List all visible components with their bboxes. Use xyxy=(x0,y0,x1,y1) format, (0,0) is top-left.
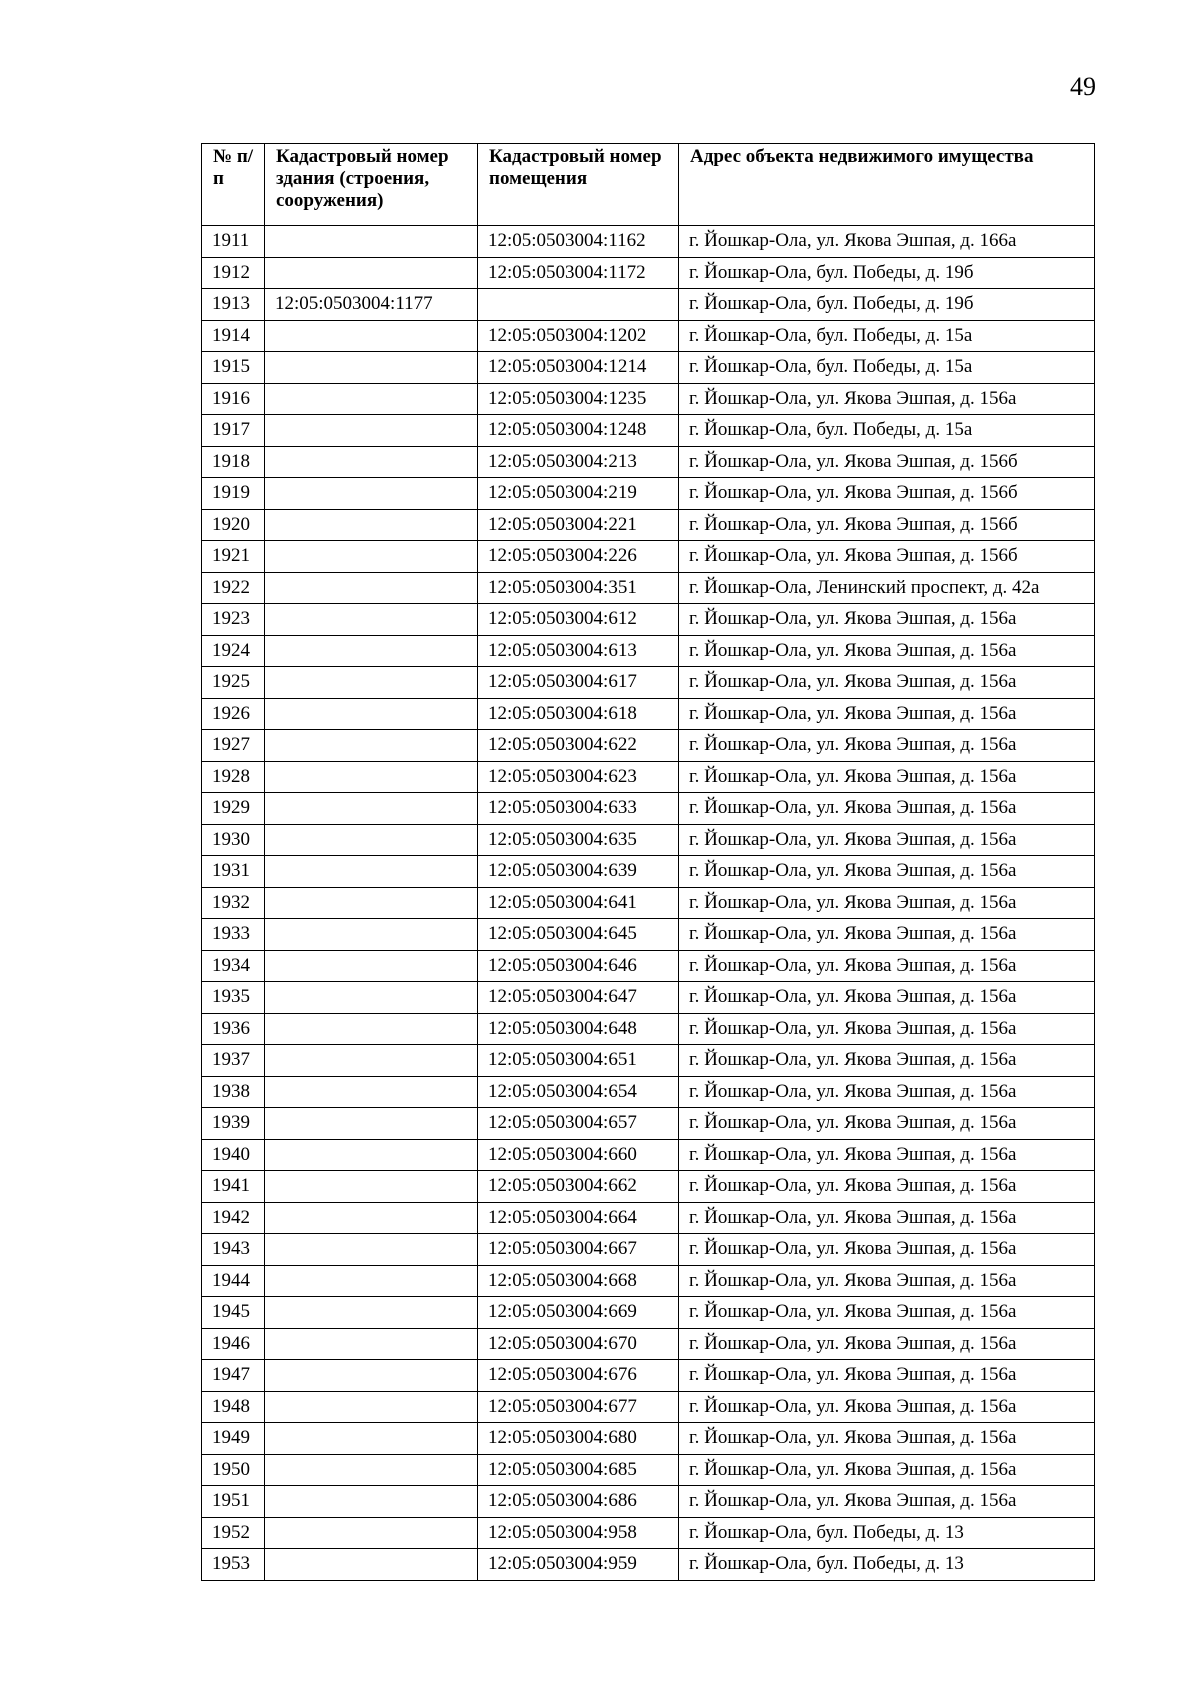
premises-cadastral-cell: 12:05:0503004:639 xyxy=(478,856,679,888)
premises-cadastral-cell: 12:05:0503004:226 xyxy=(478,541,679,573)
row-number-cell: 1938 xyxy=(202,1076,265,1108)
premises-cadastral-cell: 12:05:0503004:646 xyxy=(478,950,679,982)
table-body xyxy=(202,226,1095,1581)
table-row xyxy=(202,1171,1095,1203)
premises-cadastral-cell: 12:05:0503004:668 xyxy=(478,1265,679,1297)
address-cell: г. Йошкар-Ола, бул. Победы, д. 15а xyxy=(679,352,1095,384)
address-cell: г. Йошкар-Ола, бул. Победы, д. 13 xyxy=(679,1517,1095,1549)
table-row xyxy=(202,352,1095,384)
row-number-cell: 1952 xyxy=(202,1517,265,1549)
building-cadastral-cell xyxy=(265,824,478,856)
row-number-cell: 1920 xyxy=(202,509,265,541)
premises-cadastral-cell: 12:05:0503004:641 xyxy=(478,887,679,919)
header-premises-cadastral-number: Кадастровый номер помещения xyxy=(478,144,679,226)
premises-cadastral-cell: 12:05:0503004:654 xyxy=(478,1076,679,1108)
building-cadastral-cell xyxy=(265,257,478,289)
building-cadastral-cell xyxy=(265,1171,478,1203)
address-cell: г. Йошкар-Ола, ул. Якова Эшпая, д. 156а xyxy=(679,604,1095,636)
building-cadastral-cell xyxy=(265,1549,478,1581)
building-cadastral-cell xyxy=(265,919,478,951)
row-number-cell: 1918 xyxy=(202,446,265,478)
header-row xyxy=(202,144,1095,226)
address-cell: г. Йошкар-Ола, ул. Якова Эшпая, д. 156а xyxy=(679,793,1095,825)
table-row xyxy=(202,1265,1095,1297)
address-cell: г. Йошкар-Ола, ул. Якова Эшпая, д. 156а xyxy=(679,856,1095,888)
table-row xyxy=(202,793,1095,825)
table-row xyxy=(202,982,1095,1014)
address-cell: г. Йошкар-Ола, бул. Победы, д. 13 xyxy=(679,1549,1095,1581)
header-property-address: Адрес объекта недвижимого имущества xyxy=(679,144,1095,226)
building-cadastral-cell xyxy=(265,541,478,573)
table-row xyxy=(202,604,1095,636)
premises-cadastral-cell: 12:05:0503004:670 xyxy=(478,1328,679,1360)
table-row xyxy=(202,478,1095,510)
table-row xyxy=(202,509,1095,541)
premises-cadastral-cell: 12:05:0503004:680 xyxy=(478,1423,679,1455)
building-cadastral-cell xyxy=(265,1517,478,1549)
address-cell: г. Йошкар-Ола, ул. Якова Эшпая, д. 156а xyxy=(679,667,1095,699)
address-cell: г. Йошкар-Ола, ул. Якова Эшпая, д. 156а xyxy=(679,1297,1095,1329)
premises-cadastral-cell: 12:05:0503004:1162 xyxy=(478,226,679,258)
premises-cadastral-cell: 12:05:0503004:221 xyxy=(478,509,679,541)
table-row xyxy=(202,1423,1095,1455)
table-row xyxy=(202,887,1095,919)
table-row xyxy=(202,289,1095,321)
building-cadastral-cell xyxy=(265,667,478,699)
address-cell: г. Йошкар-Ола, ул. Якова Эшпая, д. 156б xyxy=(679,509,1095,541)
table-row xyxy=(202,1328,1095,1360)
table-header xyxy=(202,144,1095,226)
address-cell: г. Йошкар-Ола, ул. Якова Эшпая, д. 156а xyxy=(679,1234,1095,1266)
table-row xyxy=(202,572,1095,604)
row-number-cell: 1934 xyxy=(202,950,265,982)
row-number-cell: 1940 xyxy=(202,1139,265,1171)
premises-cadastral-cell: 12:05:0503004:958 xyxy=(478,1517,679,1549)
building-cadastral-cell xyxy=(265,1360,478,1392)
address-cell: г. Йошкар-Ола, ул. Якова Эшпая, д. 156а xyxy=(679,1486,1095,1518)
premises-cadastral-cell: 12:05:0503004:1202 xyxy=(478,320,679,352)
address-cell: г. Йошкар-Ола, ул. Якова Эшпая, д. 156б xyxy=(679,478,1095,510)
row-number-cell: 1945 xyxy=(202,1297,265,1329)
building-cadastral-cell xyxy=(265,1045,478,1077)
premises-cadastral-cell: 12:05:0503004:662 xyxy=(478,1171,679,1203)
building-cadastral-cell xyxy=(265,1486,478,1518)
address-cell: г. Йошкар-Ола, ул. Якова Эшпая, д. 156б xyxy=(679,541,1095,573)
address-cell: г. Йошкар-Ола, Ленинский проспект, д. 42а xyxy=(679,572,1095,604)
building-cadastral-cell xyxy=(265,509,478,541)
premises-cadastral-cell: 12:05:0503004:633 xyxy=(478,793,679,825)
premises-cadastral-cell: 12:05:0503004:676 xyxy=(478,1360,679,1392)
premises-cadastral-cell: 12:05:0503004:686 xyxy=(478,1486,679,1518)
building-cadastral-cell xyxy=(265,1265,478,1297)
premises-cadastral-cell: 12:05:0503004:669 xyxy=(478,1297,679,1329)
premises-cadastral-cell: 12:05:0503004:1248 xyxy=(478,415,679,447)
address-cell: г. Йошкар-Ола, ул. Якова Эшпая, д. 156а xyxy=(679,1360,1095,1392)
row-number-cell: 1932 xyxy=(202,887,265,919)
building-cadastral-cell xyxy=(265,982,478,1014)
building-cadastral-cell xyxy=(265,730,478,762)
address-cell: г. Йошкар-Ола, ул. Якова Эшпая, д. 156а xyxy=(679,730,1095,762)
table-row xyxy=(202,1013,1095,1045)
premises-cadastral-cell: 12:05:0503004:664 xyxy=(478,1202,679,1234)
row-number-cell: 1915 xyxy=(202,352,265,384)
table-row xyxy=(202,1108,1095,1140)
premises-cadastral-cell: 12:05:0503004:617 xyxy=(478,667,679,699)
table-row xyxy=(202,415,1095,447)
row-number-cell: 1927 xyxy=(202,730,265,762)
building-cadastral-cell xyxy=(265,1328,478,1360)
building-cadastral-cell xyxy=(265,698,478,730)
premises-cadastral-cell: 12:05:0503004:660 xyxy=(478,1139,679,1171)
address-cell: г. Йошкар-Ола, ул. Якова Эшпая, д. 156б xyxy=(679,446,1095,478)
address-cell: г. Йошкар-Ола, ул. Якова Эшпая, д. 156а xyxy=(679,383,1095,415)
address-cell: г. Йошкар-Ола, ул. Якова Эшпая, д. 156а xyxy=(679,761,1095,793)
building-cadastral-cell xyxy=(265,1076,478,1108)
address-cell: г. Йошкар-Ола, ул. Якова Эшпая, д. 156а xyxy=(679,1076,1095,1108)
premises-cadastral-cell: 12:05:0503004:612 xyxy=(478,604,679,636)
address-cell: г. Йошкар-Ола, бул. Победы, д. 19б xyxy=(679,289,1095,321)
address-cell: г. Йошкар-Ола, ул. Якова Эшпая, д. 156а xyxy=(679,887,1095,919)
row-number-cell: 1941 xyxy=(202,1171,265,1203)
address-cell: г. Йошкар-Ола, бул. Победы, д. 15а xyxy=(679,415,1095,447)
row-number-cell: 1926 xyxy=(202,698,265,730)
header-row-number: № п/п xyxy=(202,144,265,226)
table-row xyxy=(202,1076,1095,1108)
premises-cadastral-cell: 12:05:0503004:648 xyxy=(478,1013,679,1045)
row-number-cell: 1936 xyxy=(202,1013,265,1045)
building-cadastral-cell xyxy=(265,1423,478,1455)
row-number-cell: 1922 xyxy=(202,572,265,604)
table-row xyxy=(202,1454,1095,1486)
row-number-cell: 1950 xyxy=(202,1454,265,1486)
building-cadastral-cell xyxy=(265,383,478,415)
address-cell: г. Йошкар-Ола, ул. Якова Эшпая, д. 156а xyxy=(679,635,1095,667)
premises-cadastral-cell: 12:05:0503004:1172 xyxy=(478,257,679,289)
table-row xyxy=(202,761,1095,793)
property-registry-table xyxy=(201,143,1095,1581)
building-cadastral-cell xyxy=(265,1391,478,1423)
row-number-cell: 1953 xyxy=(202,1549,265,1581)
building-cadastral-cell xyxy=(265,1108,478,1140)
row-number-cell: 1948 xyxy=(202,1391,265,1423)
premises-cadastral-cell: 12:05:0503004:635 xyxy=(478,824,679,856)
building-cadastral-cell xyxy=(265,352,478,384)
row-number-cell: 1919 xyxy=(202,478,265,510)
building-cadastral-cell xyxy=(265,226,478,258)
table-row xyxy=(202,635,1095,667)
building-cadastral-cell xyxy=(265,1454,478,1486)
row-number-cell: 1946 xyxy=(202,1328,265,1360)
building-cadastral-cell: 12:05:0503004:1177 xyxy=(265,289,478,321)
row-number-cell: 1930 xyxy=(202,824,265,856)
header-building-cadastral-number: Кадастровый номер здания (строения, сооружения) xyxy=(265,144,478,226)
premises-cadastral-cell: 12:05:0503004:645 xyxy=(478,919,679,951)
address-cell: г. Йошкар-Ола, ул. Якова Эшпая, д. 156а xyxy=(679,1202,1095,1234)
address-cell: г. Йошкар-Ола, ул. Якова Эшпая, д. 156а xyxy=(679,824,1095,856)
table-row xyxy=(202,320,1095,352)
building-cadastral-cell xyxy=(265,1139,478,1171)
building-cadastral-cell xyxy=(265,1202,478,1234)
table-row xyxy=(202,1139,1095,1171)
row-number-cell: 1935 xyxy=(202,982,265,1014)
premises-cadastral-cell: 12:05:0503004:959 xyxy=(478,1549,679,1581)
table-row xyxy=(202,698,1095,730)
address-cell: г. Йошкар-Ола, ул. Якова Эшпая, д. 156а xyxy=(679,982,1095,1014)
row-number-cell: 1925 xyxy=(202,667,265,699)
row-number-cell: 1947 xyxy=(202,1360,265,1392)
building-cadastral-cell xyxy=(265,415,478,447)
page-number: 49 xyxy=(1070,72,1096,101)
address-cell: г. Йошкар-Ола, ул. Якова Эшпая, д. 156а xyxy=(679,919,1095,951)
premises-cadastral-cell: 12:05:0503004:667 xyxy=(478,1234,679,1266)
table-row xyxy=(202,226,1095,258)
premises-cadastral-cell xyxy=(478,289,679,321)
premises-cadastral-cell: 12:05:0503004:1235 xyxy=(478,383,679,415)
premises-cadastral-cell: 12:05:0503004:618 xyxy=(478,698,679,730)
address-cell: г. Йошкар-Ола, ул. Якова Эшпая, д. 156а xyxy=(679,1013,1095,1045)
row-number-cell: 1931 xyxy=(202,856,265,888)
address-cell: г. Йошкар-Ола, ул. Якова Эшпая, д. 156а xyxy=(679,1139,1095,1171)
row-number-cell: 1912 xyxy=(202,257,265,289)
address-cell: г. Йошкар-Ола, ул. Якова Эшпая, д. 156а xyxy=(679,950,1095,982)
table-row xyxy=(202,667,1095,699)
building-cadastral-cell xyxy=(265,478,478,510)
table-row xyxy=(202,950,1095,982)
premises-cadastral-cell: 12:05:0503004:1214 xyxy=(478,352,679,384)
premises-cadastral-cell: 12:05:0503004:622 xyxy=(478,730,679,762)
building-cadastral-cell xyxy=(265,856,478,888)
table-row xyxy=(202,1486,1095,1518)
row-number-cell: 1921 xyxy=(202,541,265,573)
premises-cadastral-cell: 12:05:0503004:647 xyxy=(478,982,679,1014)
address-cell: г. Йошкар-Ола, ул. Якова Эшпая, д. 156а xyxy=(679,1171,1095,1203)
row-number-cell: 1951 xyxy=(202,1486,265,1518)
premises-cadastral-cell: 12:05:0503004:213 xyxy=(478,446,679,478)
table-row xyxy=(202,541,1095,573)
row-number-cell: 1949 xyxy=(202,1423,265,1455)
address-cell: г. Йошкар-Ола, ул. Якова Эшпая, д. 156а xyxy=(679,1454,1095,1486)
building-cadastral-cell xyxy=(265,793,478,825)
premises-cadastral-cell: 12:05:0503004:351 xyxy=(478,572,679,604)
row-number-cell: 1911 xyxy=(202,226,265,258)
table-row xyxy=(202,446,1095,478)
address-cell: г. Йошкар-Ола, ул. Якова Эшпая, д. 156а xyxy=(679,1265,1095,1297)
row-number-cell: 1933 xyxy=(202,919,265,951)
building-cadastral-cell xyxy=(265,1013,478,1045)
table-row xyxy=(202,856,1095,888)
building-cadastral-cell xyxy=(265,604,478,636)
premises-cadastral-cell: 12:05:0503004:651 xyxy=(478,1045,679,1077)
row-number-cell: 1942 xyxy=(202,1202,265,1234)
table-row xyxy=(202,1297,1095,1329)
building-cadastral-cell xyxy=(265,572,478,604)
table-row xyxy=(202,730,1095,762)
premises-cadastral-cell: 12:05:0503004:677 xyxy=(478,1391,679,1423)
address-cell: г. Йошкар-Ола, ул. Якова Эшпая, д. 156а xyxy=(679,1423,1095,1455)
table-row xyxy=(202,1234,1095,1266)
address-cell: г. Йошкар-Ола, бул. Победы, д. 15а xyxy=(679,320,1095,352)
table-row xyxy=(202,257,1095,289)
table-row xyxy=(202,1549,1095,1581)
building-cadastral-cell xyxy=(265,320,478,352)
table-row xyxy=(202,824,1095,856)
address-cell: г. Йошкар-Ола, ул. Якова Эшпая, д. 156а xyxy=(679,1108,1095,1140)
table-row xyxy=(202,1391,1095,1423)
row-number-cell: 1943 xyxy=(202,1234,265,1266)
building-cadastral-cell xyxy=(265,1234,478,1266)
premises-cadastral-cell: 12:05:0503004:613 xyxy=(478,635,679,667)
address-cell: г. Йошкар-Ола, бул. Победы, д. 19б xyxy=(679,257,1095,289)
address-cell: г. Йошкар-Ола, ул. Якова Эшпая, д. 156а xyxy=(679,698,1095,730)
row-number-cell: 1913 xyxy=(202,289,265,321)
premises-cadastral-cell: 12:05:0503004:685 xyxy=(478,1454,679,1486)
address-cell: г. Йошкар-Ола, ул. Якова Эшпая, д. 166а xyxy=(679,226,1095,258)
building-cadastral-cell xyxy=(265,950,478,982)
building-cadastral-cell xyxy=(265,635,478,667)
row-number-cell: 1917 xyxy=(202,415,265,447)
row-number-cell: 1928 xyxy=(202,761,265,793)
row-number-cell: 1944 xyxy=(202,1265,265,1297)
table-row xyxy=(202,1202,1095,1234)
table-row xyxy=(202,1360,1095,1392)
premises-cadastral-cell: 12:05:0503004:219 xyxy=(478,478,679,510)
row-number-cell: 1937 xyxy=(202,1045,265,1077)
address-cell: г. Йошкар-Ола, ул. Якова Эшпая, д. 156а xyxy=(679,1045,1095,1077)
row-number-cell: 1916 xyxy=(202,383,265,415)
building-cadastral-cell xyxy=(265,761,478,793)
row-number-cell: 1914 xyxy=(202,320,265,352)
row-number-cell: 1924 xyxy=(202,635,265,667)
building-cadastral-cell xyxy=(265,1297,478,1329)
row-number-cell: 1929 xyxy=(202,793,265,825)
table-row xyxy=(202,1045,1095,1077)
building-cadastral-cell xyxy=(265,446,478,478)
table-row xyxy=(202,1517,1095,1549)
building-cadastral-cell xyxy=(265,887,478,919)
address-cell: г. Йошкар-Ола, ул. Якова Эшпая, д. 156а xyxy=(679,1328,1095,1360)
premises-cadastral-cell: 12:05:0503004:657 xyxy=(478,1108,679,1140)
row-number-cell: 1939 xyxy=(202,1108,265,1140)
table-row xyxy=(202,919,1095,951)
table-row xyxy=(202,383,1095,415)
row-number-cell: 1923 xyxy=(202,604,265,636)
premises-cadastral-cell: 12:05:0503004:623 xyxy=(478,761,679,793)
address-cell: г. Йошкар-Ола, ул. Якова Эшпая, д. 156а xyxy=(679,1391,1095,1423)
